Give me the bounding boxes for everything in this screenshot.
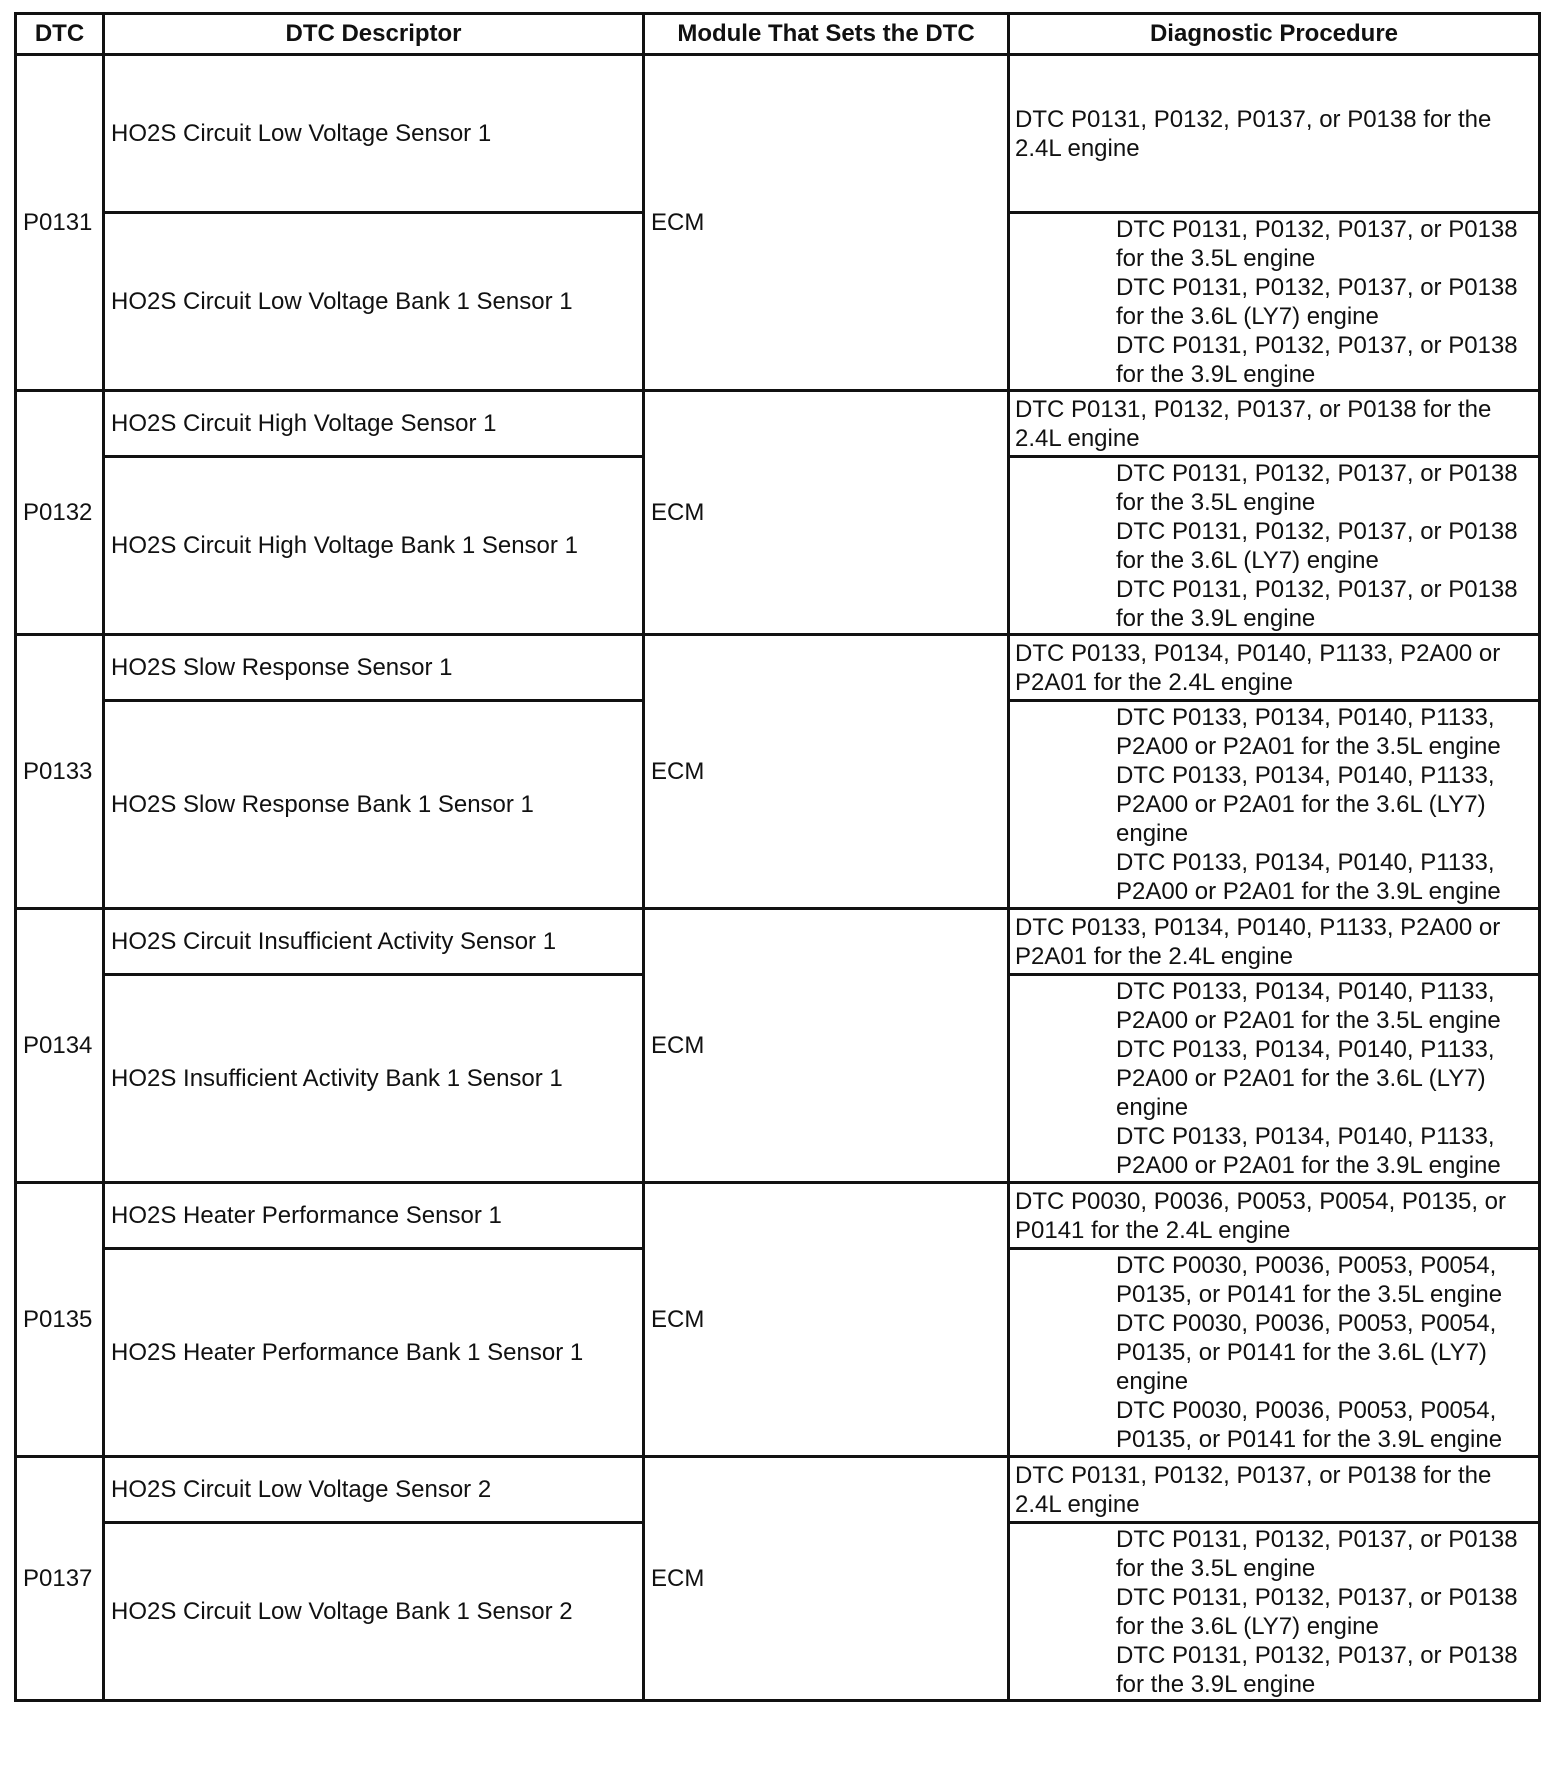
procedure-link[interactable]: DTC P0133, P0134, P0140, P1133, P2A00 or P2A01 for the 3.5L engine [1116, 978, 1501, 1034]
dtc-descriptor: HO2S Circuit High Voltage Sensor 1 [104, 391, 644, 457]
procedure-link[interactable]: DTC P0131, P0132, P0137, or P0138 for the 3.6L (LY7) engine [1116, 1583, 1518, 1640]
procedure-link[interactable]: DTC P0131, P0132, P0137, or P0138 for the 3.9L engine [1116, 1641, 1518, 1698]
table-row [16, 55, 1540, 213]
dtc-table [14, 12, 1541, 1702]
dtc-descriptor: HO2S Circuit Insufficient Activity Sensor 1 [104, 909, 644, 975]
header-dtc: DTC [16, 14, 104, 55]
module-cell: ECM [644, 1183, 1009, 1457]
procedure-link[interactable]: DTC P0133, P0134, P0140, P1133, P2A00 or P2A01 for the 3.9L engine [1116, 1123, 1501, 1179]
procedure-link[interactable]: DTC P0133, P0134, P0140, P1133, P2A00 or P2A01 for the 2.4L engine [1015, 639, 1501, 696]
table-row [16, 1457, 1540, 1523]
module-cell: ECM [644, 635, 1009, 909]
module-cell: ECM [644, 1457, 1009, 1701]
procedure-link[interactable]: DTC P0030, P0036, P0053, P0054, P0135, or P0141 for the 3.5L engine [1116, 1252, 1503, 1308]
procedure-link[interactable]: DTC P0131, P0132, P0137, or P0138 for the 3.6L (LY7) engine [1116, 273, 1518, 330]
procedure-link[interactable]: DTC P0030, P0036, P0053, P0054, P0135, or P0141 for the 3.9L engine [1116, 1397, 1503, 1453]
dtc-descriptor: HO2S Circuit Low Voltage Bank 1 Sensor 2 [104, 1523, 644, 1701]
dtc-code: P0131 [16, 55, 104, 391]
table-row [16, 635, 1540, 701]
module-cell: ECM [644, 909, 1009, 1183]
dtc-code: P0135 [16, 1183, 104, 1457]
procedure-cell [1009, 1523, 1540, 1701]
dtc-descriptor: HO2S Circuit Low Voltage Sensor 1 [104, 55, 644, 213]
dtc-code: P0134 [16, 909, 104, 1183]
dtc-descriptor: HO2S Circuit Low Voltage Sensor 2 [104, 1457, 644, 1523]
procedure-link[interactable]: DTC P0131, P0132, P0137, or P0138 for the 3.9L engine [1116, 575, 1518, 632]
procedure-link[interactable]: DTC P0131, P0132, P0137, or P0138 for the 3.6L (LY7) engine [1116, 517, 1518, 574]
procedure-link[interactable]: DTC P0131, P0132, P0137, or P0138 for the 3.5L engine [1116, 1525, 1518, 1582]
procedure-link[interactable]: DTC P0133, P0134, P0140, P1133, P2A00 or P2A01 for the 3.6L (LY7) engine [1116, 1036, 1495, 1121]
procedure-link[interactable]: DTC P0131, P0132, P0137, or P0138 for the 2.4L engine [1015, 105, 1492, 162]
procedure-link[interactable]: DTC P0131, P0132, P0137, or P0138 for the 3.5L engine [1116, 215, 1518, 272]
procedure-link[interactable]: DTC P0133, P0134, P0140, P1133, P2A00 or P2A01 for the 2.4L engine [1015, 913, 1501, 970]
dtc-descriptor: HO2S Circuit High Voltage Bank 1 Sensor 1 [104, 457, 644, 635]
procedure-link[interactable]: DTC P0131, P0132, P0137, or P0138 for the 3.9L engine [1116, 331, 1518, 388]
header-descriptor: DTC Descriptor [104, 14, 644, 55]
procedure-link[interactable]: DTC P0131, P0132, P0137, or P0138 for the 2.4L engine [1015, 1461, 1492, 1518]
procedure-cell [1009, 391, 1540, 457]
procedure-cell [1009, 457, 1540, 635]
procedure-cell [1009, 1457, 1540, 1523]
procedure-link[interactable]: DTC P0133, P0134, P0140, P1133, P2A00 or P2A01 for the 3.9L engine [1116, 849, 1501, 905]
dtc-code: P0132 [16, 391, 104, 635]
module-cell: ECM [644, 391, 1009, 635]
module-cell: ECM [644, 55, 1009, 391]
dtc-descriptor: HO2S Circuit Low Voltage Bank 1 Sensor 1 [104, 213, 644, 391]
procedure-link[interactable]: DTC P0133, P0134, P0140, P1133, P2A00 or P2A01 for the 3.6L (LY7) engine [1116, 762, 1495, 847]
header-procedure: Diagnostic Procedure [1009, 14, 1540, 55]
dtc-descriptor: HO2S Slow Response Sensor 1 [104, 635, 644, 701]
dtc-descriptor: HO2S Heater Performance Sensor 1 [104, 1183, 644, 1249]
procedure-cell [1009, 701, 1540, 909]
procedure-cell [1009, 213, 1540, 391]
procedure-link[interactable]: DTC P0030, P0036, P0053, P0054, P0135, or P0141 for the 3.6L (LY7) engine [1116, 1310, 1497, 1395]
table-row [16, 1183, 1540, 1249]
header-row [16, 14, 1540, 55]
procedure-cell [1009, 1249, 1540, 1457]
procedure-cell [1009, 1183, 1540, 1249]
procedure-link[interactable]: DTC P0131, P0132, P0137, or P0138 for the 3.5L engine [1116, 459, 1518, 516]
procedure-cell [1009, 55, 1540, 213]
dtc-descriptor: HO2S Slow Response Bank 1 Sensor 1 [104, 701, 644, 909]
table-row [16, 909, 1540, 975]
table-row [16, 391, 1540, 457]
procedure-cell [1009, 635, 1540, 701]
dtc-code: P0137 [16, 1457, 104, 1701]
dtc-descriptor: HO2S Insufficient Activity Bank 1 Sensor 1 [104, 975, 644, 1183]
header-module: Module That Sets the DTC [644, 14, 1009, 55]
dtc-code: P0133 [16, 635, 104, 909]
dtc-descriptor: HO2S Heater Performance Bank 1 Sensor 1 [104, 1249, 644, 1457]
procedure-cell [1009, 909, 1540, 975]
procedure-link[interactable]: DTC P0133, P0134, P0140, P1133, P2A00 or P2A01 for the 3.5L engine [1116, 704, 1501, 760]
procedure-cell [1009, 975, 1540, 1183]
procedure-link[interactable]: DTC P0131, P0132, P0137, or P0138 for the 2.4L engine [1015, 395, 1492, 452]
procedure-link[interactable]: DTC P0030, P0036, P0053, P0054, P0135, or P0141 for the 2.4L engine [1015, 1187, 1507, 1244]
